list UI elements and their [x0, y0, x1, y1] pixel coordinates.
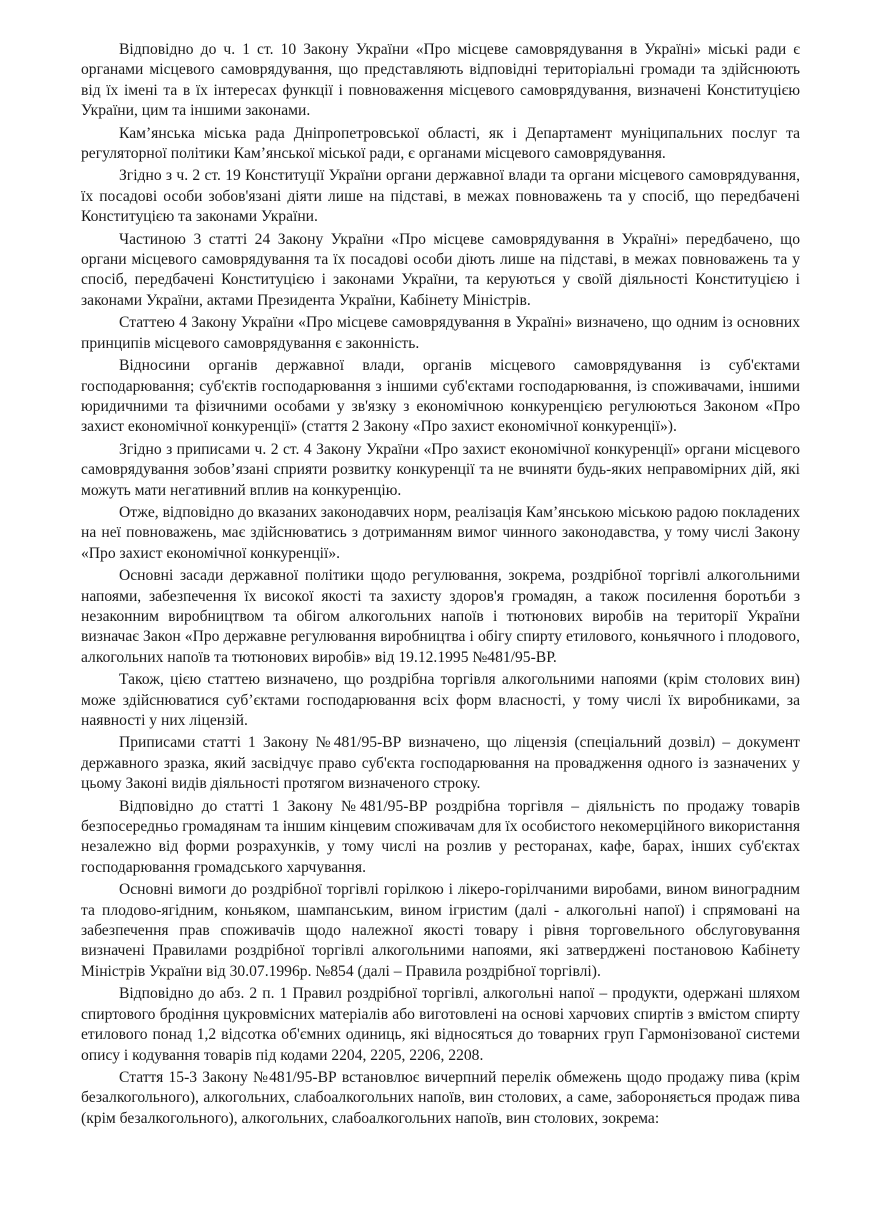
paragraph-10: Також, цією статтею визначено, що роздрібна торгівля алкогольними напоями (крім столових вин) може здійснюватися суб’єктами господарювання всіх форм власності, у тому числі їх виробниками, за наявності у них ліцензій. [81, 671, 800, 729]
paragraph-1: Відповідно до ч. 1 ст. 10 Закону України «Про місцеве самоврядування в Україні» міські ради є органами місцевого самоврядування, що представляють відповідні територіальні громади та здійснюють від їх імені та в їх інтересах функції і повноваження місцевого самоврядування, визначені Конституцією України, цим та іншими законами. [81, 41, 800, 120]
paragraph-4: Частиною 3 статті 24 Закону України «Про місцеве самоврядування в Україні» передбачено, що органи місцевого самоврядування та їх посадові особи діють лише на підставі, в межах повноважень та у спосіб, передбачені Конституцією і законами України, та керуються у своїй діяльності Конституцією і законами України, актами Президента України, Кабінету Міністрів. [81, 230, 800, 309]
paragraph-11: Приписами статті 1 Закону №481/95-ВР визначено, що ліцензія (спеціальний дозвіл) – документ державного зразка, який засвідчує право суб'єкта господарювання на провадження одного із зазначених у цьому Законі видів діяльності протягом визначеного строку. [81, 734, 800, 793]
paragraph-14: Відповідно до абз. 2 п. 1 Правил роздрібної торгівлі, алкогольні напої – продукти, одержані шляхом спиртового бродіння цукровмісних матеріалів або виготовлені на основі харчових спиртів з вмістом спирту етилового понад 1,2 відсотка об'ємних одиниць, які відносяться до товарних груп Гармонізованої системи опису і кодування товарів під кодами 2204, 2205, 2206, 2208. [81, 985, 800, 1064]
paragraph-6: Відносини органів державної влади, органів місцевого самоврядування із суб'єктами господарювання; суб'єктів господарювання з іншими суб'єктами господарювання, із споживачами, іншими юридичними та фізичними особами у зв'язку з економічною конкуренцією регулюються Законом «Про захист економічної конкуренції» (стаття 2 Закону «Про захист економічної конкуренції»). [81, 357, 800, 436]
paragraph-3: Згідно з ч. 2 ст. 19 Конституції України органи державної влади та органи місцевого самоврядування, їх посадові особи зобов'язані діяти лише на підставі, в межах повноважень та у спосіб, що передбачені Конституцією та законами України. [81, 167, 800, 226]
paragraph-5: Статтею 4 Закону України «Про місцеве самоврядування в Україні» визначено, що одним із основних принципів місцевого самоврядування є законність. [81, 314, 800, 352]
paragraph-15: Стаття 15-3 Закону №481/95-ВР встановлює вичерпний перелік обмежень щодо продажу пива (крім безалкогольного), алкогольних, слабоалкогольних напоїв, вин столових, а саме, забороняється продаж пива (крім безалкогольного), алкогольних, слабоалкогольних напоїв, вин столових, зокрема: [81, 1068, 800, 1127]
paragraph-12: Відповідно до статті 1 Закону №481/95-ВР роздрібна торгівля – діяльність по продажу товарів безпосередньо громадянам та іншим кінцевим споживачам для їх особистого некомерційного використання незалежно від форми розрахунків, у тому числі на розлив у ресторанах, кафе, барах, інших суб'єктах господарювання громадського харчування. [81, 797, 800, 876]
paragraph-9: Основні засади державної політики щодо регулювання, зокрема, роздрібної торгівлі алкогольними напоями, забезпечення їх високої якості та захисту здоров'я громадян, а також посилення боротьби з незаконним виробництвом та обігом алкогольних напоїв і тютюнових виробів на території України визначає Закон «Про державне регулювання виробництва і обігу спирту етилового, коньячного і плодового, алкогольних напоїв та тютюнових виробів» від 19.12.1995 №481/95-ВР. [81, 567, 800, 666]
paragraph-13: Основні вимоги до роздрібної торгівлі горілкою і лікеро-горілчаними виробами, вином виноградним та плодово-ягідним, коньяком, шампанським, вином ігристим (далі - алкогольні напої) і спрямовані на забезпечення прав споживачів щодо належної якості товару і рівня торговельного обслуговування визначені Правилами роздрібної торгівлі алкогольними напоями, які затверджені постановою Кабінету Міністрів України від 30.07.1996р. №854 (далі – Правила роздрібної торгівлі). [81, 881, 800, 980]
paragraph-8: Отже, відповідно до вказаних законодавчих норм, реалізація Кам’янською міською радою покладених на неї повноважень, має здійснюватись з дотриманням вимог чинного законодавства, у тому числі Закону «Про захист економічної конкуренції». [81, 503, 800, 562]
paragraph-7: Згідно з приписами ч. 2 ст. 4 Закону України «Про захист економічної конкуренції» органи місцевого самоврядування зобов’язані сприяти розвитку конкуренції та не вчиняти будь-яких неправомірних дій, які можуть мати негативний вплив на конкуренцію. [81, 440, 800, 499]
paragraph-2: Кам’янська міська рада Дніпропетровської області, як і Департамент муніципальних послуг та регуляторної політики Кам’янської міської ради, є органами місцевого самоврядування. [81, 124, 800, 163]
document-body [81, 40, 800, 1131]
